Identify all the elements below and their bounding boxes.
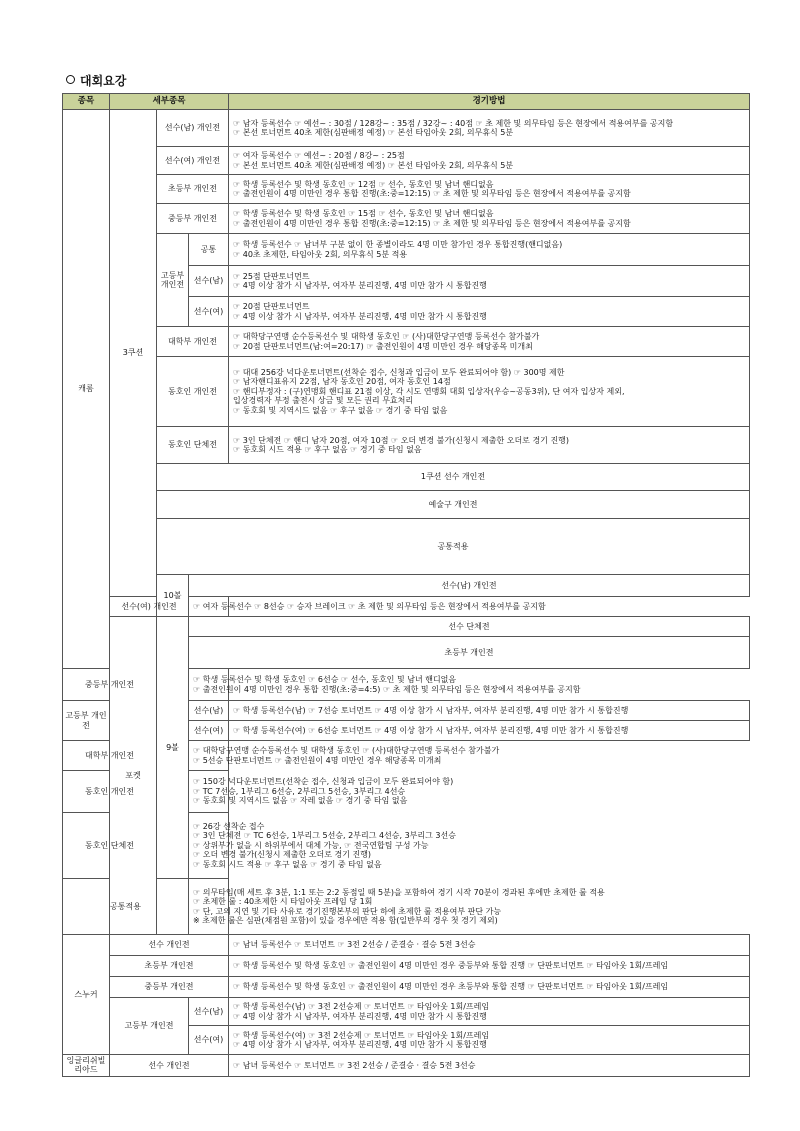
division-cell: 선수(여) [189, 721, 229, 741]
group-cell: 고등부 개인전 [157, 234, 189, 327]
method-cell [229, 266, 750, 297]
table-body [63, 110, 750, 1077]
rule-line: ☞ 5선승 단판토너먼트 ☞ 출전인원이 4명 미만인 경우 해당종목 미개최 [193, 755, 442, 765]
rule-line: ☞ 동호회 및 지역시드 없음 ☞ 후구 없음 ☞ 경기 중 타임 없음 [233, 405, 448, 415]
rule-line: ☞ 대학당구연맹 순수등록선수 및 대학생 동호인 ☞ (사)대한당구연맹 등록선수 참가불가 [193, 746, 500, 756]
rule-line: ☞ 여자 등록선수 ☞ 8선승 ☞ 승자 브레이크 ☞ 초 제한 및 의무타임 등은 현장에서 적용여부를 공지함 [193, 601, 546, 611]
table-row [63, 575, 750, 597]
rule-line: ☞ 학생 등록선수 및 학생 동호인 ☞ 6선승 ☞ 선수, 동호인 및 남녀 핸디없음 [193, 675, 457, 685]
rule-line: ☞ 3인 단체전 ☞ TC 6선승, 1부리그 5선승, 2부리그 4선승, 3부리그 3선승 [193, 831, 456, 841]
category-cell: 공통적용 [63, 879, 189, 935]
rule-line: ☞ 동호회 시드 적용 ☞ 후구 없음 ☞ 경기 중 타임 없음 [193, 859, 382, 869]
category-cell: 초등부 개인전 [157, 175, 229, 204]
rule-line: ☞ 대학당구연맹 순수등록선수 및 대학생 동호인 ☞ (사)대한당구연맹 등록선수 참가불가 [233, 332, 540, 342]
rule-line: ☞ 20점 단판토너먼트(남:여=20:17) ☞ 출전인원이 4명 미만인 경우 해당종목 미개최 [233, 341, 533, 351]
rule-line: ☞ 학생 등록선수 및 학생 동호인 ☞ 12점 ☞ 선수, 동호인 및 남녀 핸디없음 [233, 179, 494, 189]
method-cell [189, 813, 456, 879]
group-cell: 고등부 개인전 [63, 701, 110, 741]
method-cell [229, 297, 750, 327]
rule-line: ☞ 초제한 룰 : 40초제한 시 타임아웃 프레임 당 1회 [193, 897, 373, 907]
table-header-row [63, 94, 750, 110]
rule-line: ☞ 남자핸디표유지 22점, 남자 동호인 20점, 여자 동호인 14점 [233, 377, 451, 387]
category-cell: 중등부 개인전 [63, 669, 157, 701]
rule-line: ☞ 출전인원이 4명 미만인 경우 통합 진행(초:중=12:15) ☞ 초 제한 및 의무타임 등은 현장에서 적용여부를 공지함 [233, 189, 631, 198]
table-row [63, 357, 750, 427]
table-row [63, 935, 750, 956]
rule-line: ☞ 학생 등록선수 ☞ 남녀부 구분 없이 한 종별이라도 4명 미만 참가인 경우 통합진행(핸디없음) [233, 240, 563, 250]
division-cell: 선수(남) [189, 701, 229, 721]
table-row [63, 998, 750, 1026]
rule-line: ☞ TC 7선승, 1부리그 6선승, 2부리그 5선승, 3부리그 4선승 [193, 786, 406, 796]
rule-line: ☞ 오더 변경 불가(신청시 제출한 오더로 경기 진행) [193, 850, 372, 860]
rule-line: ☞ 20점 단판토너먼트 [233, 302, 310, 312]
rule-line: ☞ 대대 256강 넉다운토너먼트(선착순 접수, 신청과 입금이 모두 완료되어야 함) ☞ 300명 제한 [233, 368, 565, 378]
method-cell [229, 721, 750, 741]
category-cell: 초등부 개인전 [110, 956, 229, 977]
rule-line: ☞ 상위부가 없을 시 하위부에서 대체 가능, ☞ 전국연합팀 구성 가능 [193, 840, 429, 850]
table-row [63, 617, 750, 637]
rule-line: ※ 초제한 룰은 심판(채점원 포함)이 있을 경우에만 적용 함(일반부의 경우 첫 경기 제외) [193, 915, 498, 925]
table-row [63, 110, 750, 147]
method-cell [229, 977, 750, 998]
rule-line: ☞ 학생 등록선수 및 학생 동호인 ☞ 출전인원이 4명 미만인 경우 중등부와 통합 진행 ☞ 단판토너먼트 ☞ 타임아웃 1회/프레임 [233, 961, 669, 971]
table-row [63, 1055, 750, 1077]
category-cell: 동호인 단체전 [157, 427, 229, 464]
method-cell [229, 427, 750, 464]
event-cell: 스누커 [63, 935, 110, 1055]
event-cell: 잉글리쉬빌리아드 [63, 1055, 110, 1077]
table-row [63, 491, 750, 519]
method-cell [229, 935, 750, 956]
category-cell: 동호인 개인전 [157, 357, 229, 427]
rule-line: ☞ 본선 토너먼트 40초 제한(심판배정 예정) ☞ 본선 타임아웃 2회, 의무휴식 5분 [233, 128, 514, 137]
method-cell [229, 327, 750, 357]
category-cell: 선수(남) 개인전 [157, 110, 229, 147]
rule-line: ☞ 학생 등록선수(남) ☞ 7선승 토너먼트 ☞ 4명 이상 참가 시 남자부, 여자부 분리진행, 4명 미만 참가 시 통합진행 [233, 705, 629, 715]
rule-line: ☞ 의무타임(매 세트 후 3분, 1:1 또는 2:2 동점일 때 5분)을 포함하여 경기 시작 70분이 경과된 후에만 초제한 룰 적용 [193, 887, 605, 897]
category-cell: 중등부 개인전 [110, 977, 229, 998]
rule-line: ☞ 출전인원이 4명 미만인 경우 통합 진행(초:중=4:5) ☞ 초 제한 및 의무타임 등은 현장에서 적용여부를 공지함 [193, 684, 581, 694]
tournament-rules-table [62, 93, 750, 1077]
rule-line: ☞ 본선 토너먼트 40초 제한(심판배정 예정) ☞ 본선 타임아웃 2회, 의무휴식 5분 [233, 160, 514, 170]
rule-line: ☞ 학생 등록선수 및 학생 동호인 ☞ 15점 ☞ 선수, 동호인 및 남녀 핸디없음 [233, 209, 494, 219]
method-cell [229, 1055, 750, 1077]
section-heading [66, 72, 126, 89]
rule-line: ☞ 남녀 등록선수 ☞ 토너먼트 ☞ 3전 2선승 / 준결승 · 결승 5전 3선승 [233, 1060, 476, 1070]
table-row [63, 977, 750, 998]
table-row [63, 956, 750, 977]
category-cell: 1쿠션 선수 개인전 [157, 464, 750, 491]
table-row [63, 327, 750, 357]
division-cell: 선수(남) [189, 998, 229, 1026]
rule-line: 입상경력자 부정 출전시 상금 및 모든 권리 무효처리 [233, 396, 414, 406]
method-cell [229, 357, 750, 427]
rule-line: ☞ 학생 등록선수(남) ☞ 3전 2선승제 ☞ 토너먼트 ☞ 타임아웃 1회/프레임 [233, 1002, 490, 1012]
rule-line: ☞ 출전인원이 4명 미만인 경우 통합 진행(초:중=12:15) ☞ 초 제한 및 의무타임 등은 현장에서 적용여부를 공지함 [233, 218, 631, 228]
category-cell: 선수 개인전 [110, 1055, 229, 1077]
category-cell: 중등부 개인전 [157, 204, 229, 234]
header-method: 경기방법 [229, 94, 750, 110]
event-cell: 포켓 [110, 617, 157, 935]
rule-line: ☞ 4명 이상 참가 시 남자부, 여자부 분리진행, 4명 미만 참가 시 통합진행 [233, 1011, 487, 1021]
method-cell [229, 147, 750, 175]
event-cell: 캐롬 [63, 110, 110, 669]
table-row [63, 234, 750, 266]
category-cell: 선수 단체전 [189, 617, 750, 637]
category-cell: 대학부 개인전 [157, 327, 229, 357]
header-detail: 세부종목 [110, 94, 229, 110]
method-cell [189, 741, 500, 771]
subevent-cell: 9볼 [157, 617, 189, 879]
method-cell [189, 879, 605, 935]
category-cell: 선수(여) 개인전 [157, 147, 229, 175]
method-cell [189, 597, 546, 617]
category-cell: 선수(여) 개인전 [110, 597, 189, 617]
table-row [63, 427, 750, 464]
rule-line: ☞ 핸디부정자 : (구)연맹회 핸디표 21점 이상, 각 시도 연맹회 대회 입상자(우승~공동3위), 단 여자 입상자 제외, [233, 386, 625, 396]
division-cell: 선수(여) [189, 297, 229, 327]
category-cell: 공통적용 [157, 519, 750, 575]
rule-line: ☞ 150강 넉다운토너먼트(선착순 접수, 신청과 입금이 모두 완료되어야 함) [193, 777, 454, 787]
rule-line: ☞ 남자 등록선수 ☞ 예선~ : 30점 / 128강~ : 35점 / 32강~ : 40점 ☞ 초 제한 및 의무타임 등은 현장에서 적용여부를 공지함 [233, 118, 674, 128]
method-cell [189, 669, 581, 701]
table-row [63, 519, 750, 575]
category-cell: 초등부 개인전 [189, 637, 750, 669]
method-cell [229, 204, 750, 234]
circle-bullet-icon [66, 75, 75, 84]
rule-line: ☞ 동호회 시드 적용 ☞ 후구 없음 ☞ 경기 중 타임 없음 [233, 445, 422, 454]
table-row [63, 879, 750, 935]
rule-line: ☞ 학생 등록선수 및 학생 동호인 ☞ 출전인원이 4명 미만인 경우 초등부와 통합 진행 ☞ 단판토너먼트 ☞ 타임아웃 1회/프레임 [233, 982, 669, 992]
rule-line: ☞ 3인 단체전 ☞ 핸디 남자 20점, 여자 10점 ☞ 오더 변경 불가(신청시 제출한 오더로 경기 진행) [233, 435, 570, 445]
rule-line: ☞ 학생 등록선수(여) ☞ 3전 2선승제 ☞ 토너먼트 ☞ 타임아웃 1회/프레임 [233, 1030, 490, 1040]
table-row [63, 204, 750, 234]
method-cell [229, 701, 750, 721]
table-row [63, 175, 750, 204]
rule-line: ☞ 25점 단판토너먼트 [233, 271, 310, 281]
table-row [63, 464, 750, 491]
subevent-cell: 3쿠션 [110, 110, 157, 597]
header-event: 종목 [63, 94, 110, 110]
table-row [63, 147, 750, 175]
category-cell: 예술구 개인전 [157, 491, 750, 519]
section-title: 대회요강 [80, 74, 127, 88]
group-cell: 고등부 개인전 [110, 998, 189, 1055]
rule-line: ☞ 학생 등록선수(여) ☞ 6선승 토너먼트 ☞ 4명 이상 참가 시 남자부, 여자부 분리진행, 4명 미만 참가 시 통합진행 [233, 725, 629, 735]
category-cell: 동호인 단체전 [63, 813, 157, 879]
method-cell [229, 1026, 750, 1055]
subevent-cell: 10볼 [157, 575, 189, 617]
category-cell: 대학부 개인전 [63, 741, 157, 771]
division-cell: 공통 [189, 234, 229, 266]
method-cell [229, 956, 750, 977]
method-cell [229, 234, 750, 266]
rule-line: ☞ 동호회 및 지역시드 없음 ☞ 자레 없음 ☞ 경기 중 타임 없음 [193, 796, 408, 806]
rule-line: ☞ 단, 고의 지연 및 기타 사유로 경기진행본부의 판단 하에 초제한 룰 적용여부 판단 가능 [193, 906, 502, 916]
rule-line: ☞ 40초 초제한, 타임아웃 2회, 의무휴식 5분 적용 [233, 249, 408, 259]
rule-line: ☞ 4명 이상 참가 시 남자부, 여자부 분리진행, 4명 미만 참가 시 통합진행 [233, 311, 487, 321]
category-cell: 선수(남) 개인전 [189, 575, 750, 597]
method-cell [229, 110, 750, 147]
rule-line: ☞ 여자 등록선수 ☞ 예선~ : 20점 / 8강~ : 25점 [233, 151, 405, 161]
method-cell [229, 175, 750, 204]
rule-line: ☞ 4명 이상 참가 시 남자부, 여자부 분리진행, 4명 미만 참가 시 통합진행 [233, 1040, 487, 1049]
rule-line: ☞ 26강 선착순 접수 [193, 822, 265, 832]
division-cell: 선수(여) [189, 1026, 229, 1055]
category-cell: 선수 개인전 [110, 935, 229, 956]
division-cell: 선수(남) [189, 266, 229, 297]
rule-line: ☞ 남녀 등록선수 ☞ 토너먼트 ☞ 3전 2선승 / 준결승 · 결승 5전 3선승 [233, 940, 476, 950]
rule-line: ☞ 4명 이상 참가 시 남자부, 여자부 분리진행, 4명 미만 참가 시 통합진행 [233, 281, 487, 290]
method-cell [229, 998, 750, 1026]
method-cell [189, 771, 454, 813]
category-cell: 동호인 개인전 [63, 771, 157, 813]
